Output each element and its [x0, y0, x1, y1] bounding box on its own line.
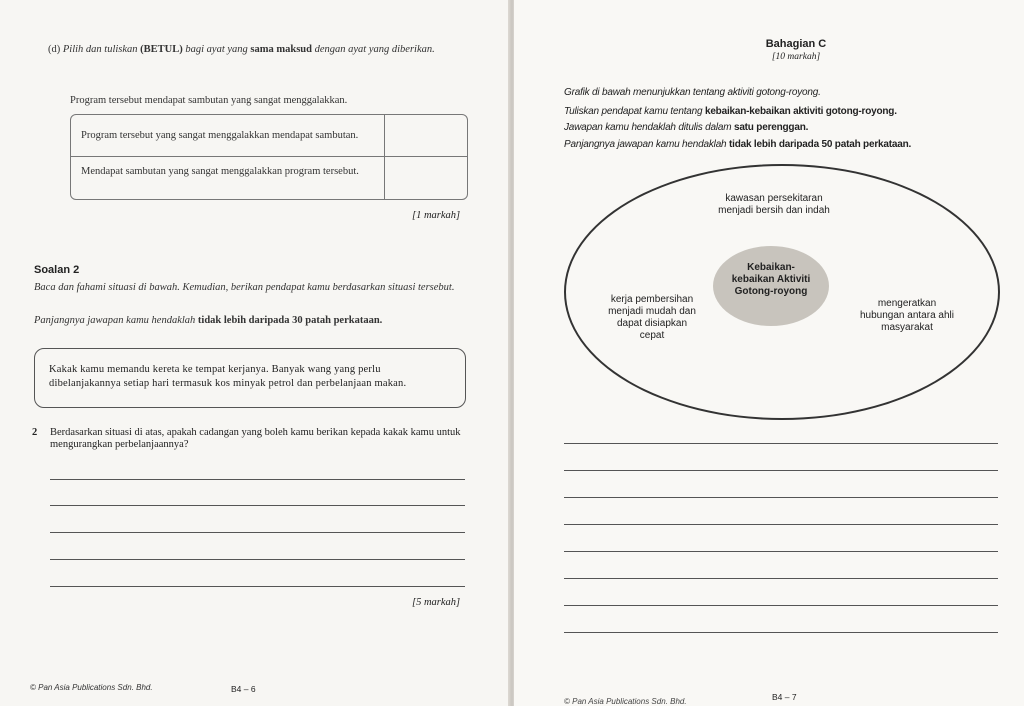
instruction-bold: sama maksud [250, 44, 312, 55]
situation-text: Kakak kamu memandu kereta ke tempat kerjanya. Banyak wang yang perlu dibelanjakannya setiap hari termasuk kos minyak petrol dan perbelanjaan makan. [49, 364, 407, 389]
answer-line[interactable] [564, 470, 998, 471]
diagram-point-left [592, 294, 712, 342]
answer-line[interactable] [564, 524, 998, 525]
section-title: Bahagian C [765, 38, 827, 50]
instruction-text: Panjangnya jawapan kamu hendaklah [564, 139, 727, 150]
answer-box-1[interactable] [385, 115, 467, 156]
answer-line[interactable] [564, 497, 998, 498]
answer-line[interactable] [50, 479, 465, 480]
word-limit [34, 315, 382, 326]
section-marks: [10 markah] [771, 52, 821, 62]
left-page [0, 0, 510, 706]
question-label: (d) [48, 44, 61, 55]
marks-label: [5 markah] [412, 597, 461, 608]
given-sentence: Program tersebut mendapat sambutan yang sangat menggalakkan. [70, 95, 348, 106]
diagram-point-right [847, 298, 967, 334]
limit-bold: tidak lebih daripada 30 patah perkataan. [197, 315, 383, 326]
instruction-bold: satu perenggan. [733, 122, 809, 133]
answer-line[interactable] [50, 532, 465, 533]
diagram-point-top [704, 193, 844, 217]
instruction-text: Jawapan kamu hendaklah ditulis dalam [564, 122, 732, 133]
point-line: masyarakat [881, 322, 933, 333]
point-line: hubungan antara ahli [860, 310, 954, 321]
answer-line[interactable] [564, 551, 998, 552]
point-line: dapat disiapkan [616, 318, 688, 329]
question-2-text: Berdasarkan situasi di atas, apakah cadangan yang boleh kamu berikan kepada kakak kamu untuk mengurangkan perbelanjaannya? [50, 427, 461, 450]
point-line: kawasan persekitaran [725, 193, 823, 204]
instruction-line [564, 139, 911, 150]
limit-text: Panjangnya jawapan kamu hendaklah [34, 315, 196, 326]
diagram-center-text [713, 262, 829, 298]
center-line: kebaikan Aktiviti [731, 274, 811, 285]
situation-box [34, 348, 466, 408]
point-line: mengeratkan [877, 298, 937, 309]
center-line: Gotong-royong [734, 286, 808, 297]
answer-line[interactable] [50, 586, 465, 587]
answer-box-2[interactable] [385, 157, 467, 198]
instruction-bold: kebaikan-kebaikan aktiviti gotong-royong. [704, 106, 897, 117]
instruction-text: dengan ayat yang diberikan. [314, 44, 435, 55]
publisher-footer: © Pan Asia Publications Sdn. Bhd. [30, 683, 153, 692]
answer-line[interactable] [50, 505, 465, 506]
point-line: menjadi mudah dan [608, 306, 696, 317]
question-d-instruction [48, 44, 435, 55]
answer-line[interactable] [50, 559, 465, 560]
question-number: 2 [32, 427, 38, 438]
answer-line[interactable] [564, 443, 998, 444]
question-2-instruction: Baca dan fahami situasi di bawah. Kemudian, berikan pendapat kamu berdasarkan situasi tersebut. [34, 282, 455, 293]
point-line: menjadi bersih dan indah [718, 205, 830, 216]
point-line: kerja pembersihan [610, 294, 694, 305]
question-2-title: Soalan 2 [34, 264, 80, 276]
instruction-bold: (BETUL) [140, 44, 183, 55]
option-text: Mendapat sambutan yang sangat menggalakkan program tersebut. [81, 166, 359, 177]
instruction-text: Pilih dan tuliskan [62, 44, 138, 55]
instruction-text: Tuliskan pendapat kamu tentang [564, 106, 703, 117]
answer-line[interactable] [564, 632, 998, 633]
page-number: B4 – 7 [772, 692, 797, 702]
option-text: Program tersebut yang sangat menggalakkan mendapat sambutan. [81, 130, 359, 141]
publisher-footer: © Pan Asia Publications Sdn. Bhd. [564, 697, 687, 706]
answer-line[interactable] [564, 578, 998, 579]
center-line: Kebaikan- [747, 262, 795, 273]
instruction-line: Grafik di bawah menunjukkan tentang aktiviti gotong-royong. [564, 87, 821, 98]
answer-line[interactable] [564, 605, 998, 606]
marks-label: [1 markah] [412, 210, 461, 221]
options-table [70, 114, 468, 200]
right-page [514, 0, 1024, 706]
page-number: B4 – 6 [231, 684, 256, 694]
point-line: cepat [639, 330, 665, 341]
instruction-line [564, 122, 808, 133]
instruction-line [564, 106, 897, 117]
instruction-text: bagi ayat yang [185, 44, 248, 55]
instruction-bold: tidak lebih daripada 50 patah perkataan. [729, 139, 912, 150]
